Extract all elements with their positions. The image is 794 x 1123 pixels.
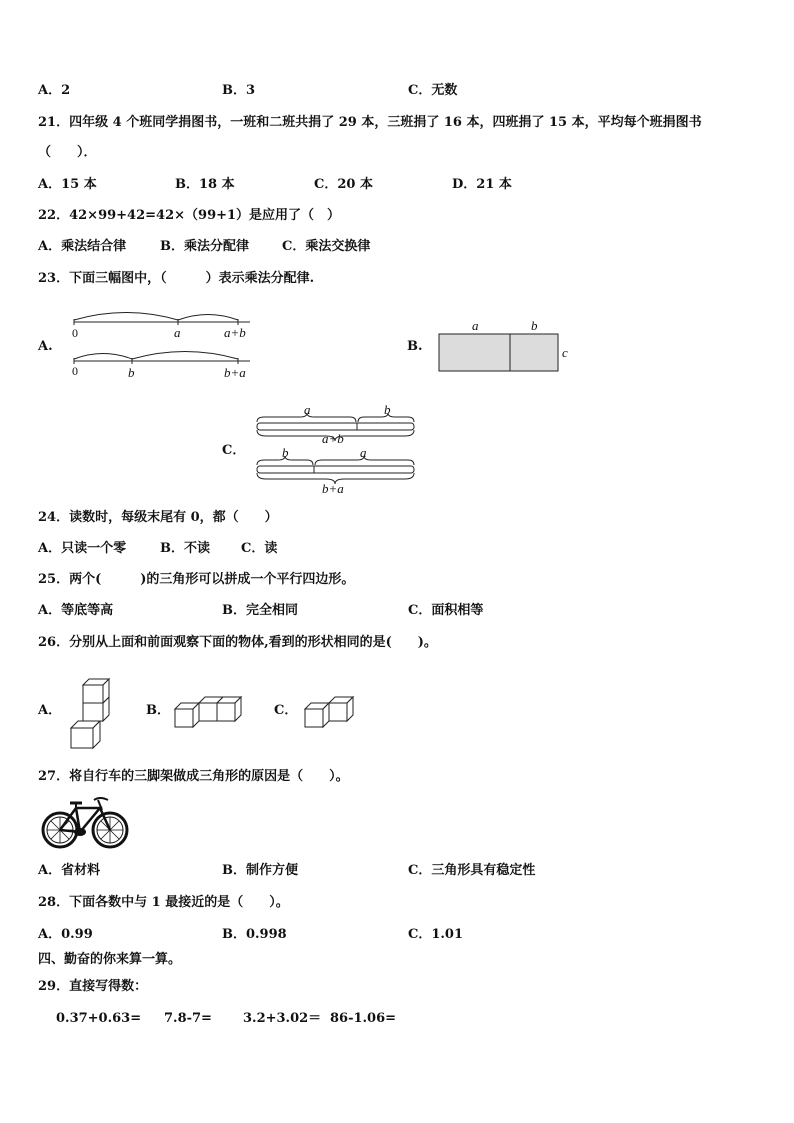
cube-top-front [83,685,103,703]
q22-stem: 22．42×99+42=42×（99+1）是应用了（ ） [38,208,341,223]
q21-option-b: B．18 本 [175,177,235,192]
q29-item-4: 86-1.06= [330,1011,397,1026]
q25-option-b: B．完全相同 [222,603,298,618]
q23-figure-a [64,305,264,383]
cube-bottom-front [71,728,93,748]
label-apb: a+b [322,431,344,446]
label-zero-top: 0 [72,326,78,340]
q21-option-d: D．21 本 [452,177,512,192]
q22-option-b: B．乘法分配律 [160,239,249,254]
q27-stem: 27．将自行车的三脚架做成三角形的原因是（ ）。 [38,769,349,784]
handlebar [94,798,108,800]
q29-item-3: 3.2+3.02＝ [243,1011,322,1026]
q20-option-c: C．无数 [408,83,458,98]
q23-label-b: B. [407,339,423,354]
q26-label-b: B． [146,703,170,718]
brace-a-top [257,413,356,422]
label-apb-top: a+b [224,325,246,340]
q28-option-a: A．0.99 [38,927,93,942]
q26-figure-b [172,696,244,732]
label-b-bottom: b [282,445,289,460]
q20-option-a: A．2 [38,83,71,98]
label-bpa: b+a [322,481,344,496]
bar-bottom [257,466,414,473]
cube-back-right [329,703,347,721]
label-a-bottom: a [360,445,367,460]
q22-option-c: C．乘法交换律 [282,239,371,254]
q26-label-c: C． [274,703,298,718]
rect-a [439,334,510,371]
q23-figure-c [252,400,422,498]
jump-arc-b2 [74,354,132,360]
brace-b-bottom [257,456,313,465]
cube-middle-front [83,703,103,721]
label-b-top: b [384,402,391,417]
q27-option-c: C．三角形具有稳定性 [408,863,536,878]
q24-option-a: A．只读一个零 [38,541,127,556]
q24-option-b: B．不读 [160,541,210,556]
label-a-top: a [304,402,311,417]
q29-item-2: 7.8-7= [164,1011,212,1026]
q25-stem: 25．两个( )的三角形可以拼成一个平行四边形。 [38,572,355,587]
cube-3-front [217,703,235,721]
q29-stem: 29．直接写得数： [38,979,148,994]
jump-arc-a2 [132,352,238,360]
q27-option-b: B．制作方便 [222,863,298,878]
q26-stem: 26．分别从上面和前面观察下面的物体,看到的形状相同的是( )。 [38,635,437,650]
bar-top [257,423,414,430]
q22-option-a: A．乘法结合律 [38,239,127,254]
cube-2-front [199,703,217,721]
q25-option-c: C．面积相等 [408,603,484,618]
q20-option-b: B．3 [222,83,256,98]
q26-label-a: A． [38,703,62,718]
q23-figure-b [436,316,576,376]
q23-label-c: C． [222,443,246,458]
q21-stem: 21．四年级 4 个班同学捐图书，一班和二班共捐了 29 本，三班捐了 16 本，四班捐了 15 本，平均每个班捐图书 [38,115,702,130]
fork [100,808,110,830]
q21-stem-blank: （ ）． [38,145,97,160]
cube-1-front [175,709,193,727]
rect-b [510,334,558,371]
q23-stem: 23．下面三幅图中，（ ）表示乘法分配律. [38,271,315,286]
q28-stem: 28．下面各数中与 1 最接近的是（ ）。 [38,895,289,910]
q26-figure-a [68,673,112,753]
bicycle-image [40,794,132,852]
q21-option-a: A．15 本 [38,177,97,192]
brace-a-bottom [315,456,414,465]
q29-item-1: 0.37+0.63= [56,1011,142,1026]
label-b-bottom: b [128,365,135,380]
jump-arc-b [178,315,238,321]
label-zero-bottom: 0 [72,364,78,378]
section-title: 四、勤奋的你来算一算。 [38,952,182,967]
label-c: c [562,345,568,360]
q28-option-b: B．0.998 [222,927,287,942]
label-a: a [472,318,479,333]
q21-option-c: C．20 本 [314,177,373,192]
chain-ring [74,828,86,836]
label-b: b [531,318,538,333]
q26-figure-c [302,696,356,732]
q24-stem: 24．读数时，每级末尾有 0，都（ ） [38,510,278,525]
q27-option-a: A．省材料 [38,863,101,878]
q23-label-a: A. [38,339,53,354]
q25-option-a: A．等底等高 [38,603,114,618]
cube-front-left [305,709,323,727]
label-a-top: a [174,325,181,340]
jump-arc-a [74,313,178,321]
q28-option-c: C．1.01 [408,927,464,942]
q24-option-c: C．读 [241,541,278,556]
label-bpa-bottom: b+a [224,365,246,380]
